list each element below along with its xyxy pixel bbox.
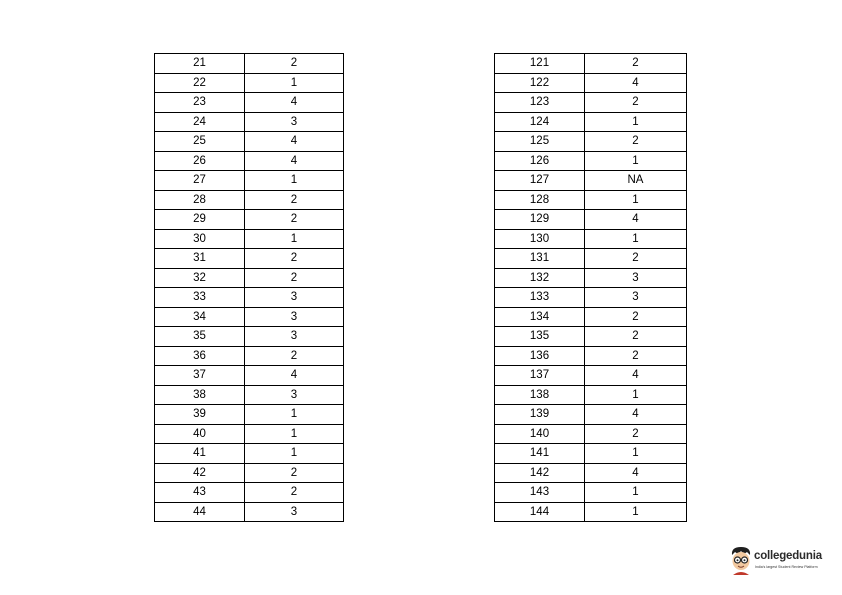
answer-row <box>495 54 687 74</box>
answer-option-cell: 2 <box>585 132 687 152</box>
question-number-cell: 127 <box>495 171 585 191</box>
question-number-cell: 39 <box>155 405 245 425</box>
answer-row <box>155 229 344 249</box>
answer-option-cell: 1 <box>245 405 344 425</box>
answer-row <box>495 424 687 444</box>
question-number-cell: 33 <box>155 288 245 308</box>
answer-option-cell: 2 <box>585 346 687 366</box>
brand-name: collegedunia <box>754 550 822 562</box>
answer-row <box>155 151 344 171</box>
question-number-cell: 131 <box>495 249 585 269</box>
answer-row <box>495 229 687 249</box>
answer-row <box>155 210 344 230</box>
answer-option-cell: 4 <box>585 366 687 386</box>
question-number-cell: 124 <box>495 112 585 132</box>
answer-option-cell: 2 <box>585 249 687 269</box>
question-number-cell: 141 <box>495 444 585 464</box>
question-number-cell: 143 <box>495 483 585 503</box>
answer-row <box>155 346 344 366</box>
question-number-cell: 136 <box>495 346 585 366</box>
answer-row <box>155 288 344 308</box>
answer-row <box>495 268 687 288</box>
question-number-cell: 34 <box>155 307 245 327</box>
answer-row <box>495 483 687 503</box>
answer-row <box>495 73 687 93</box>
answer-option-cell: 2 <box>245 346 344 366</box>
answer-option-cell: 2 <box>245 54 344 74</box>
answer-option-cell: 4 <box>245 132 344 152</box>
question-number-cell: 135 <box>495 327 585 347</box>
answer-option-cell: 2 <box>245 483 344 503</box>
answer-option-cell: 3 <box>585 288 687 308</box>
question-number-cell: 137 <box>495 366 585 386</box>
answer-key-table-left <box>154 53 344 522</box>
question-number-cell: 31 <box>155 249 245 269</box>
question-number-cell: 36 <box>155 346 245 366</box>
answer-option-cell: 2 <box>585 93 687 113</box>
answer-row <box>495 307 687 327</box>
answer-option-cell: 2 <box>585 424 687 444</box>
answer-option-cell: 1 <box>245 424 344 444</box>
question-number-cell: 42 <box>155 463 245 483</box>
question-number-cell: 132 <box>495 268 585 288</box>
question-number-cell: 37 <box>155 366 245 386</box>
answer-row <box>155 73 344 93</box>
question-number-cell: 142 <box>495 463 585 483</box>
answer-option-cell: 1 <box>245 229 344 249</box>
answer-option-cell: 4 <box>585 405 687 425</box>
question-number-cell: 41 <box>155 444 245 464</box>
answer-option-cell: 1 <box>245 171 344 191</box>
answer-option-cell: 4 <box>585 73 687 93</box>
answer-row <box>155 93 344 113</box>
question-number-cell: 28 <box>155 190 245 210</box>
answer-option-cell: 3 <box>245 385 344 405</box>
answer-row <box>155 444 344 464</box>
question-number-cell: 43 <box>155 483 245 503</box>
question-number-cell: 21 <box>155 54 245 74</box>
answer-row <box>495 405 687 425</box>
answer-option-cell: 3 <box>245 307 344 327</box>
answer-option-cell: 1 <box>585 112 687 132</box>
question-number-cell: 38 <box>155 385 245 405</box>
question-number-cell: 35 <box>155 327 245 347</box>
answer-row <box>155 268 344 288</box>
answer-row <box>495 444 687 464</box>
answer-row <box>495 112 687 132</box>
answer-row <box>155 405 344 425</box>
question-number-cell: 134 <box>495 307 585 327</box>
answer-option-cell: 2 <box>585 327 687 347</box>
answer-option-cell: 1 <box>245 444 344 464</box>
answer-option-cell: 3 <box>245 502 344 522</box>
question-number-cell: 128 <box>495 190 585 210</box>
question-number-cell: 122 <box>495 73 585 93</box>
answer-option-cell: 1 <box>585 229 687 249</box>
answer-row <box>155 112 344 132</box>
answer-row <box>495 249 687 269</box>
question-number-cell: 125 <box>495 132 585 152</box>
answer-row <box>155 307 344 327</box>
answer-option-cell: 1 <box>245 73 344 93</box>
answer-option-cell: 3 <box>245 288 344 308</box>
answer-option-cell: 2 <box>245 268 344 288</box>
answer-row <box>155 54 344 74</box>
question-number-cell: 44 <box>155 502 245 522</box>
question-number-cell: 25 <box>155 132 245 152</box>
question-number-cell: 30 <box>155 229 245 249</box>
answer-option-cell: 2 <box>245 463 344 483</box>
answer-option-cell: 4 <box>245 151 344 171</box>
question-number-cell: 144 <box>495 502 585 522</box>
answer-row <box>155 132 344 152</box>
answer-row <box>155 424 344 444</box>
answer-option-cell: NA <box>585 171 687 191</box>
question-number-cell: 24 <box>155 112 245 132</box>
answer-option-cell: 1 <box>585 502 687 522</box>
answer-row <box>495 463 687 483</box>
answer-option-cell: 2 <box>245 190 344 210</box>
answer-option-cell: 4 <box>585 463 687 483</box>
question-number-cell: 140 <box>495 424 585 444</box>
answer-row <box>155 502 344 522</box>
answer-row <box>495 366 687 386</box>
answer-option-cell: 4 <box>245 93 344 113</box>
answer-row <box>155 171 344 191</box>
answer-row <box>155 366 344 386</box>
answer-row <box>495 132 687 152</box>
question-number-cell: 32 <box>155 268 245 288</box>
answer-option-cell: 3 <box>585 268 687 288</box>
answer-row <box>155 327 344 347</box>
answer-row <box>155 385 344 405</box>
answer-option-cell: 4 <box>245 366 344 386</box>
answer-option-cell: 1 <box>585 190 687 210</box>
answer-option-cell: 2 <box>245 249 344 269</box>
answer-row <box>155 190 344 210</box>
collegedunia-logo <box>729 545 837 579</box>
answer-row <box>155 483 344 503</box>
question-number-cell: 129 <box>495 210 585 230</box>
answer-option-cell: 2 <box>585 54 687 74</box>
question-number-cell: 22 <box>155 73 245 93</box>
question-number-cell: 123 <box>495 93 585 113</box>
answer-option-cell: 1 <box>585 444 687 464</box>
question-number-cell: 130 <box>495 229 585 249</box>
answer-row <box>495 210 687 230</box>
question-number-cell: 126 <box>495 151 585 171</box>
answer-row <box>495 288 687 308</box>
answer-option-cell: 2 <box>245 210 344 230</box>
answer-row <box>495 171 687 191</box>
answer-row <box>495 151 687 171</box>
answer-row <box>155 463 344 483</box>
question-number-cell: 138 <box>495 385 585 405</box>
answer-option-cell: 1 <box>585 151 687 171</box>
question-number-cell: 139 <box>495 405 585 425</box>
question-number-cell: 29 <box>155 210 245 230</box>
answer-row <box>495 190 687 210</box>
answer-row <box>495 93 687 113</box>
question-number-cell: 27 <box>155 171 245 191</box>
answer-option-cell: 2 <box>585 307 687 327</box>
answer-option-cell: 4 <box>585 210 687 230</box>
answer-row <box>495 502 687 522</box>
answer-option-cell: 3 <box>245 112 344 132</box>
answer-row <box>495 327 687 347</box>
question-number-cell: 23 <box>155 93 245 113</box>
question-number-cell: 26 <box>155 151 245 171</box>
question-number-cell: 40 <box>155 424 245 444</box>
question-number-cell: 121 <box>495 54 585 74</box>
answer-key-table-right <box>494 53 687 522</box>
brand-tagline: India's largest Student Review Platform <box>755 565 818 569</box>
answer-option-cell: 1 <box>585 483 687 503</box>
answer-row <box>495 385 687 405</box>
answer-option-cell: 1 <box>585 385 687 405</box>
question-number-cell: 133 <box>495 288 585 308</box>
answer-row <box>495 346 687 366</box>
answer-row <box>155 249 344 269</box>
student-mascot-icon <box>729 545 753 575</box>
answer-option-cell: 3 <box>245 327 344 347</box>
